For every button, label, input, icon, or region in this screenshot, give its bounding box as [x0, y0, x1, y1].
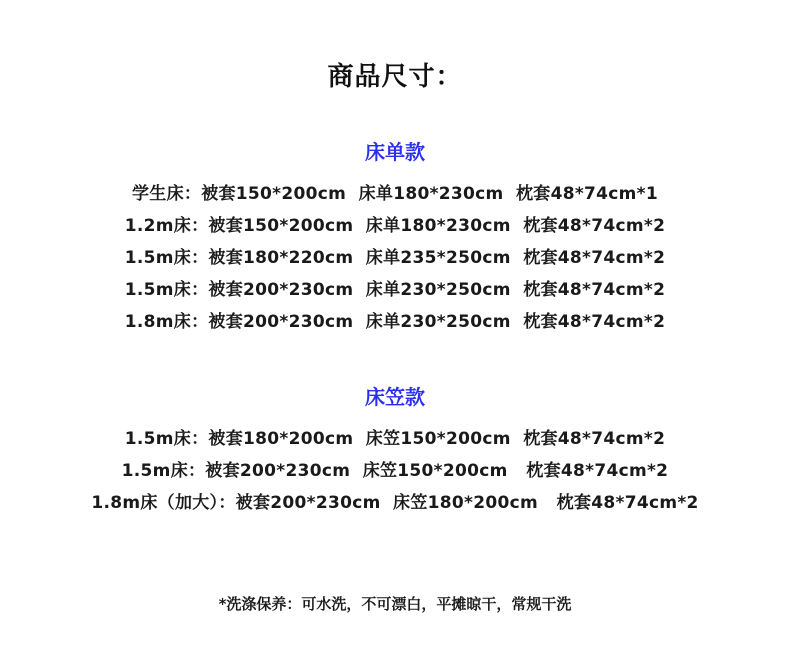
size-row: 1.5m床：被套180*200cm 床笠150*200cm 枕套48*74cm*2 — [124, 429, 666, 449]
fitted-sheet-size-list — [0, 423, 790, 519]
page-title: 商品尺寸： — [327, 62, 463, 92]
size-row: 1.2m床：被套150*200cm 床单180*230cm 枕套48*74cm*2 — [124, 216, 666, 236]
bedsheet-size-list — [0, 178, 790, 338]
size-row: 1.5m床：被套180*220cm 床单235*250cm 枕套48*74cm*2 — [124, 248, 666, 268]
size-row: 1.5m床：被套200*230cm 床单230*250cm 枕套48*74cm*2 — [124, 280, 666, 300]
section-heading-fitted-sheet: 床笠款 — [365, 385, 425, 409]
care-instructions: *洗涤保养：可水洗，不可漂白，平摊晾干，常规干洗 — [218, 595, 572, 613]
size-row: 1.5m床：被套200*230cm 床笠150*200cm 枕套48*74cm*2 — [121, 461, 669, 481]
size-row: 1.8m床（加大）：被套200*230cm 床笠180*200cm 枕套48*74cm*2 — [91, 493, 699, 513]
section-heading-bedsheet: 床单款 — [365, 140, 425, 164]
size-row: 1.8m床：被套200*230cm 床单230*250cm 枕套48*74cm*2 — [124, 312, 666, 332]
size-row: 学生床：被套150*200cm 床单180*230cm 枕套48*74cm*1 — [132, 184, 658, 204]
